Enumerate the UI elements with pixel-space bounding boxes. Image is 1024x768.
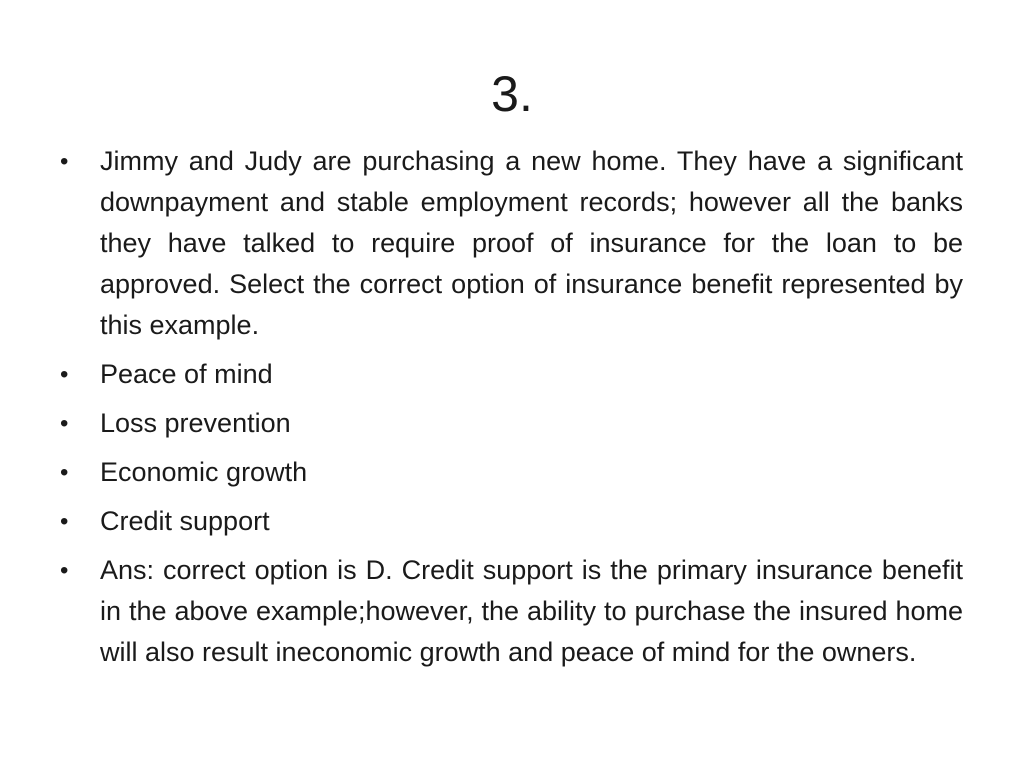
bullet-dot-icon: • [60, 557, 69, 584]
bullet-text: Jimmy and Judy are purchasing a new home. They have a significant downpayment and stable employment records; however all the banks they have talked to require proof of insurance for the loan to be approved. Select the correct option of insurance benefit represented by this example. [100, 146, 963, 340]
bullet-text: Credit support [100, 506, 270, 536]
question-text [60, 141, 963, 346]
option-loss-prevention [60, 403, 963, 444]
bullet-list [60, 141, 963, 681]
option-economic-growth [60, 452, 963, 493]
bullet-dot-icon: • [60, 361, 69, 388]
bullet-dot-icon: • [60, 508, 69, 535]
bullet-dot-icon: • [60, 148, 69, 175]
bullet-dot-icon: • [60, 410, 69, 437]
bullet-dot-icon: • [60, 459, 69, 486]
bullet-text: Economic growth [100, 457, 308, 487]
bullet-text: Loss prevention [100, 408, 291, 438]
bullet-text: Ans: correct option is D. Credit support is the primary insurance benefit in the above example;however, the ability to purchase the insured home will also result ineconomic growth and peace of mind for the owners. [100, 555, 963, 667]
option-peace-of-mind [60, 354, 963, 395]
slide-title: 3. [491, 66, 533, 122]
bullet-text: Peace of mind [100, 359, 273, 389]
answer-text [60, 550, 963, 673]
option-credit-support [60, 501, 963, 542]
